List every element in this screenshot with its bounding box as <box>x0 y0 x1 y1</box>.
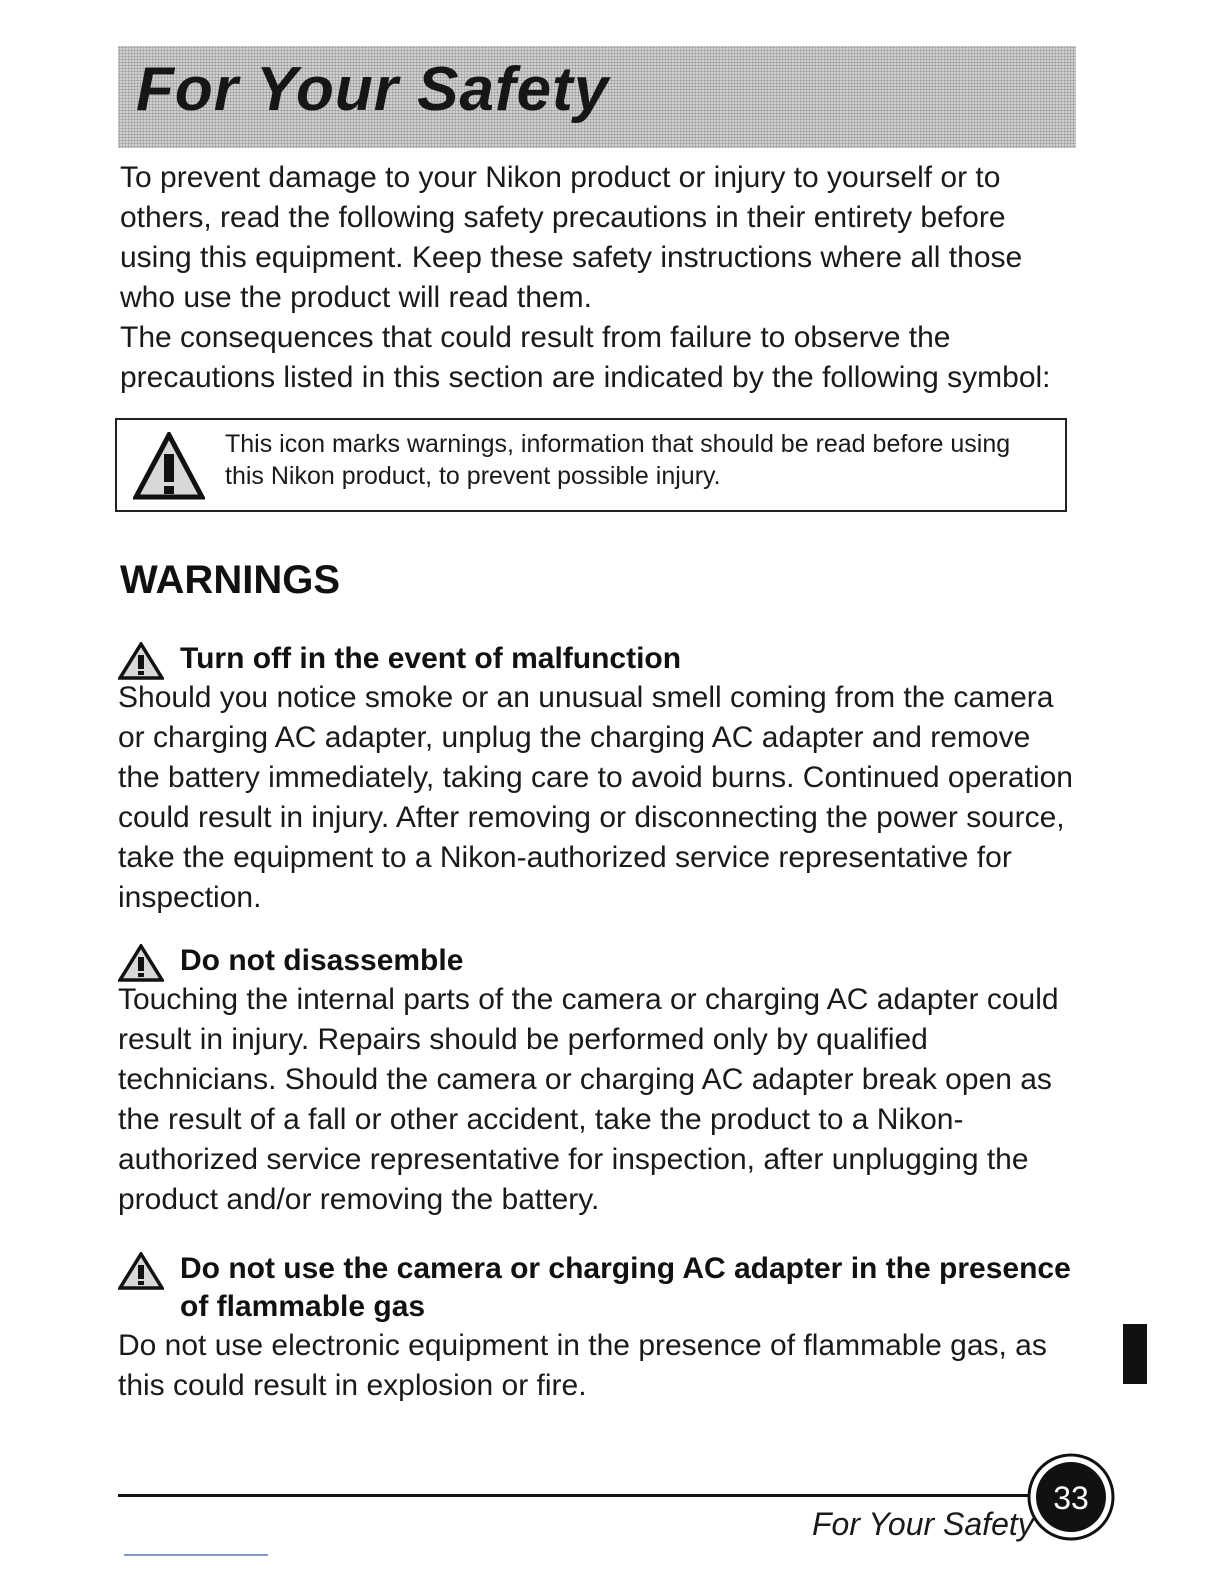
footer-section-label: For Your Safety <box>812 1506 1034 1542</box>
warnings-heading: WARNINGS <box>120 558 340 602</box>
warning-triangle-icon <box>133 432 205 500</box>
notice-text: This icon marks warnings, information that should be read before using this Nikon product, to prevent possible injury. <box>225 430 1011 490</box>
warning-title-row <box>118 640 1078 678</box>
divider <box>124 1554 268 1556</box>
warning-triangle-icon <box>118 642 164 680</box>
warning-title-row <box>118 1250 1078 1326</box>
warning-item <box>118 942 1078 1220</box>
warning-body: Touching the internal parts of the camera or charging AC adapter could result in injury. Repairs should be performed only by qualified technicians. Should the camera or charging AC adapter break open as the result of a fall or other accident, take the product to a Nikon-authorized service representative for inspection, after unplugging the product and/or removing the battery. <box>118 983 1059 1216</box>
page-number-badge <box>1026 1452 1116 1542</box>
section-banner <box>118 46 1076 148</box>
warning-body: Do not use electronic equipment in the presence of flammable gas, as this could result in explosion or fire. <box>118 1329 1047 1402</box>
intro-paragraph: To prevent damage to your Nikon product or injury to yourself or to others, read the following safety precautions in their entirety before using this equipment. Keep these safety instructions where all those who use the product will read them. <box>120 161 1023 314</box>
symbol-notice-box <box>115 418 1067 512</box>
warning-title: Do not disassemble <box>180 944 464 977</box>
warning-item <box>118 640 1078 918</box>
warning-body: Should you notice smoke or an unusual smell coming from the camera or charging AC adapter, unplug the charging AC adapter and remove the battery immediately, taking care to avoid burns. Continued operation could result in injury. After removing or disconnecting the power source, take the equipment to a Nikon-authorized service representative for inspection. <box>118 681 1073 914</box>
warning-title-row <box>118 942 1078 980</box>
warning-title: Do not use the camera or charging AC adapter in the presence of flammable gas <box>180 1252 1071 1323</box>
warning-triangle-icon <box>118 1252 164 1290</box>
section-title: For Your Safety <box>136 55 610 124</box>
warning-title: Turn off in the event of malfunction <box>180 642 682 675</box>
section-tab-marker <box>1123 1324 1147 1384</box>
footer-rule <box>118 1494 1038 1497</box>
intro-paragraph: The consequences that could result from failure to observe the precautions listed in this section are indicated by the following symbol: <box>120 321 1051 394</box>
intro-text <box>120 158 1080 398</box>
page-number: 33 <box>1053 1480 1089 1516</box>
warning-triangle-icon <box>118 944 164 982</box>
warning-item <box>118 1250 1078 1406</box>
